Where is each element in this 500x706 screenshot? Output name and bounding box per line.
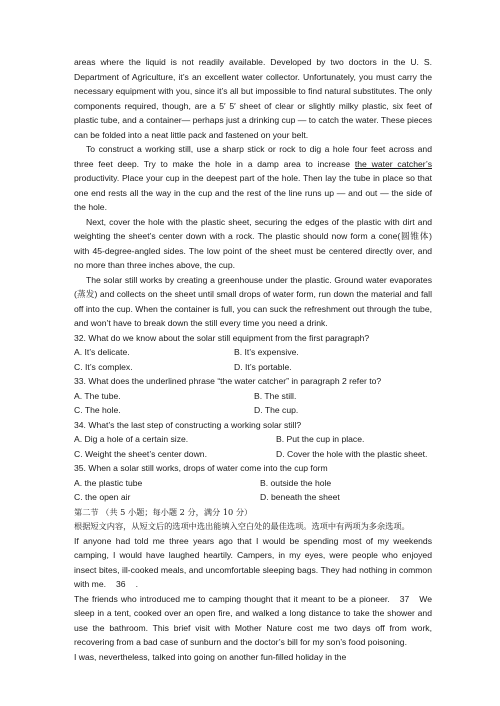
option-a[interactable]: A. The tube. — [74, 390, 121, 401]
cloze-paragraph-2 — [74, 592, 432, 650]
option-c[interactable]: C. Weight the sheet’s center down. — [74, 448, 207, 459]
paragraph-2-text-b: productivity. Place your cup in the deepest part of the hole. Then lay the tube in place so that one end rests all the way in the cup and the rest of the line runs up — and out — the side of the hole. — [74, 173, 432, 212]
passage-paragraph-3: Next, cover the hole with the plastic sheet, securing the edges of the plastic with dirt and weighting the sheet’s center down with a rock. The plastic should now form a cone(圆锥体) with 45-degree-angled sides. The low point of the sheet must be centered directly over, and no more than three inches above, the cup. — [74, 216, 432, 270]
cloze-p2-text-a: The friends who introduced me to camping thought that it meant to be a pioneer. — [74, 593, 390, 604]
blank-37[interactable]: 37 — [399, 593, 410, 604]
option-a[interactable]: A. It’s delicate. — [74, 347, 130, 357]
option-b[interactable]: B. The still. — [254, 390, 297, 401]
question-35-options — [74, 476, 432, 505]
passage-paragraph-4: The solar still works by creating a greenhouse under the plastic. Ground water evaporates (蒸发) and collects on the sheet until small drops of water form, run down the material and fall off into the cup. When the container is full, you can suck the refreshment out through the tube, and won’t have to break down the still every time you need a drink. — [74, 274, 432, 328]
section-heading: 第二节 （共 5 小题；每小题 2 分，满分 10 分） — [74, 506, 253, 517]
option-b[interactable]: B. Put the cup in place. — [276, 434, 365, 444]
option-b[interactable]: B. It’s expensive. — [234, 347, 299, 357]
question-34-stem: 34. What’s the last step of constructing a working solar still? — [74, 419, 302, 430]
option-c[interactable]: C. It’s complex. — [74, 361, 133, 372]
option-c[interactable]: C. The hole. — [74, 405, 121, 415]
question-32-options — [74, 345, 432, 374]
cloze-paragraph-1: If anyone had told me three years ago that I would be spending most of my weekends camping, I would have laughed heartily. Campers, in my eyes, were people who enjoyed insect bites, ill-cooked meals, and uncomfortable sleeping bags. They had nothing in common with me. 36 . — [74, 535, 432, 589]
cloze-p2-text-b: We sleep in a tent, cooked over an open fire, and walked a long distance to take the shower and use the bathroom. This brief visit with Mother Nature cost me two days off from work, recovering from a bad case of sunburn and the doctor’s bill for my son’s food poisoning. — [74, 593, 432, 647]
question-33-stem: 33. What does the underlined phrase “the water catcher” in paragraph 2 refer to? — [74, 376, 382, 386]
option-a[interactable]: A. Dig a hole of a certain size. — [74, 434, 189, 444]
option-d[interactable]: D. beneath the sheet — [260, 492, 340, 502]
question-32-stem: 32. What do we know about the solar still equipment from the first paragraph? — [74, 332, 370, 343]
passage-paragraph-1: areas where the liquid is not readily available. Developed by two doctors in the U. S. Department of Agriculture, it’s an excellent water collector. Unfortunately, you must carry the necessary equipment with you, since it’s all but impossible to find natural substitutes. The only components required, though, are a 5′ 5′ sheet of clear or slightly milky plastic, six feet of plastic tube, and a container— perhaps just a drinking cup — to catch the water. These pieces can be folded into a neat little pack and fastened on your belt. — [74, 57, 432, 140]
option-d[interactable]: D. The cup. — [254, 405, 299, 415]
option-c[interactable]: C. the open air — [74, 492, 131, 502]
passage-paragraph-2 — [74, 142, 432, 215]
option-d[interactable]: D. It’s portable. — [234, 361, 292, 372]
option-d[interactable]: D. Cover the hole with the plastic sheet. — [276, 448, 428, 459]
section-instruction: 根据短文内容，从短文后的选项中选出能填入空白处的最佳选项。选项中有两项为多余选项。 — [74, 521, 410, 531]
question-33-options — [74, 389, 432, 418]
question-34-options — [74, 432, 432, 461]
paragraph-2-text-a: To construct a working still, use a sharp stick or rock to dig a hole four feet across and three feet deep. Try to make the hole in a damp area to increase — [74, 144, 432, 169]
underlined-phrase: the water catcher’s — [354, 158, 432, 169]
blank-36[interactable]: 36 — [116, 579, 126, 589]
cloze-p1-text: If anyone had told me three years ago that I would be spending most of my weekends camping, I would have laughed heartily. Campers, in my eyes, were people who enjoyed insect bites, ill-cooked meals, and uncomfortable sleeping bags. They had nothing in common with me. — [74, 535, 432, 589]
option-b[interactable]: B. outside the hole — [260, 477, 332, 488]
cloze-paragraph-3: I was, nevertheless, talked into going on another fun-filled holiday in the — [74, 651, 347, 662]
question-35-stem: 35. When a solar still works, drops of water come into the cup form — [74, 463, 328, 473]
option-a[interactable]: A. the plastic tube — [74, 477, 143, 488]
